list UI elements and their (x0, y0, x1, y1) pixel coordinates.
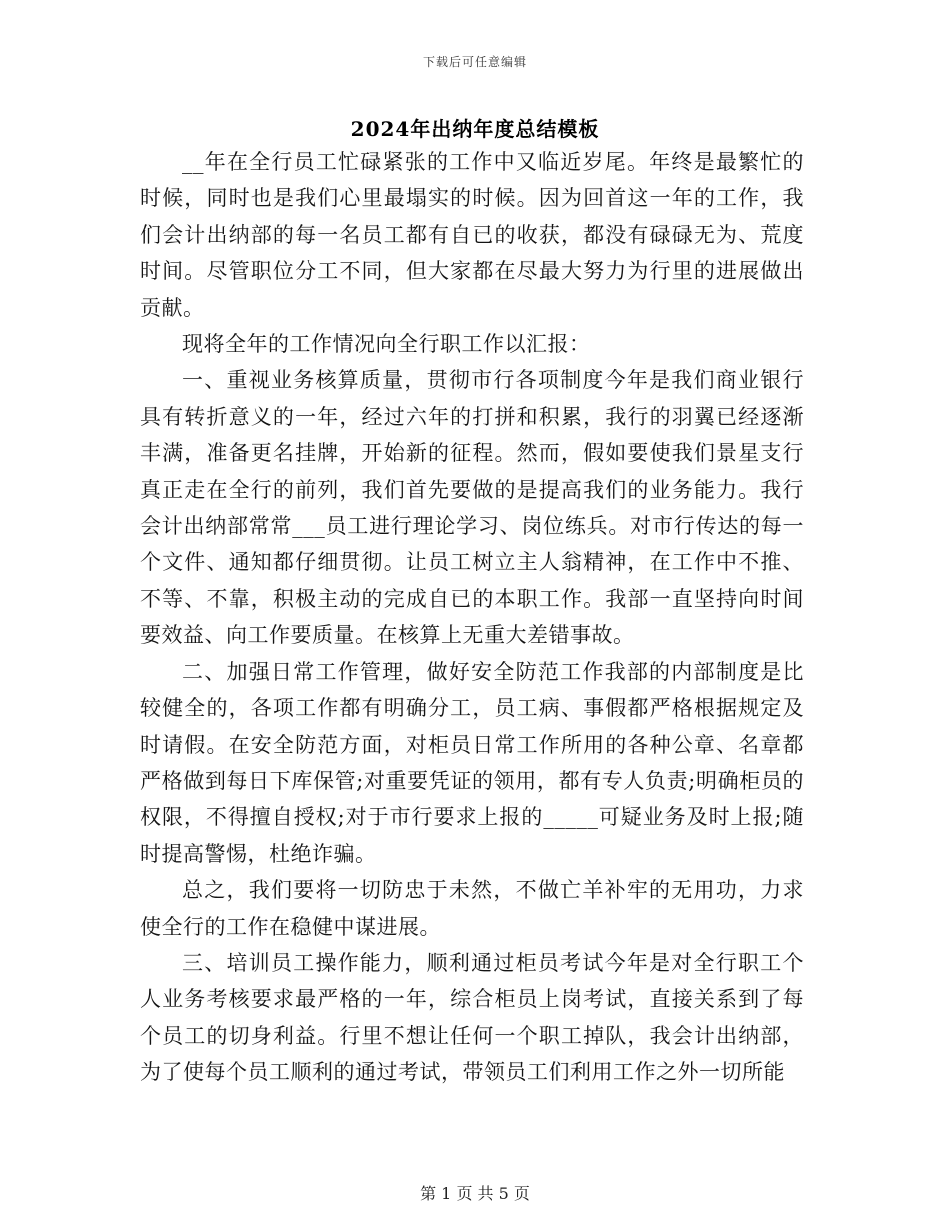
document-body (140, 144, 804, 1091)
paragraph-intro: __年在全行员工忙碌紧张的工作中又临近岁尾。年终是最繁忙的时候，同时也是我们心里最塌实的时候。因为回首这一年的工作，我们会计出纳部的每一名员工都有自已的收获，都没有碌碌无为、荒度时间。尽管职位分工不同，但大家都在尽最大努力为行里的进展做出贡献。 (140, 150, 804, 320)
page-number: 第 1 页 共 5 页 (420, 1184, 530, 1203)
paragraph-section-1: 一、重视业务核算质量，贯彻市行各项制度今年是我们商业银行具有转折意义的一年，经过六年的打拼和积累，我行的羽翼已经逐渐丰满，准备更名挂牌，开始新的征程。然而，假如要使我们景星支行真正走在全行的前列，我们首先要做的是提高我们的业务能力。我行会计出纳部常常___员工进行理论学习、岗位练兵。对市行传达的每一个文件、通知都仔细贯彻。让员工树立主人翁精神，在工作中不推、不等、不靠，积极主动的完成自已的本职工作。我部一直坚持向时间要效益、向工作要质量。在核算上无重大差错事故。 (140, 368, 804, 648)
paragraph-report-lead: 现将全年的工作情况向全行职工作以汇报： (182, 332, 591, 357)
document-title: 2024年出纳年度总结模板 (350, 117, 600, 141)
paragraph-section-2: 二、加强日常工作管理，做好安全防范工作我部的内部制度是比较健全的，各项工作都有明确分工，员工病、事假都严格根据规定及时请假。在安全防范方面，对柜员日常工作所用的各种公章、名章都严格做到每日下库保管;对重要凭证的领用，都有专人负责;明确柜员的权限，不得擅自授权;对于市行要求上报的_____可疑业务及时上报;随时提高警惕，杜绝诈骗。 (140, 659, 804, 866)
paragraph-section-3: 三、培训员工操作能力，顺利通过柜员考试今年是对全行职工个人业务考核要求最严格的一年，综合柜员上岗考试，直接关系到了每个员工的切身利益。行里不想让任何一个职工掉队，我会计出纳部，为了使每个员工顺利的通过考试，带领员工们利用工作之外一切所能 (140, 950, 804, 1085)
page-header-note: 下载后可任意编辑 (422, 55, 527, 69)
paragraph-summary: 总之，我们要将一切防忠于未然，不做亡羊补牢的无用功，力求使全行的工作在稳健中谋进展。 (140, 878, 804, 939)
